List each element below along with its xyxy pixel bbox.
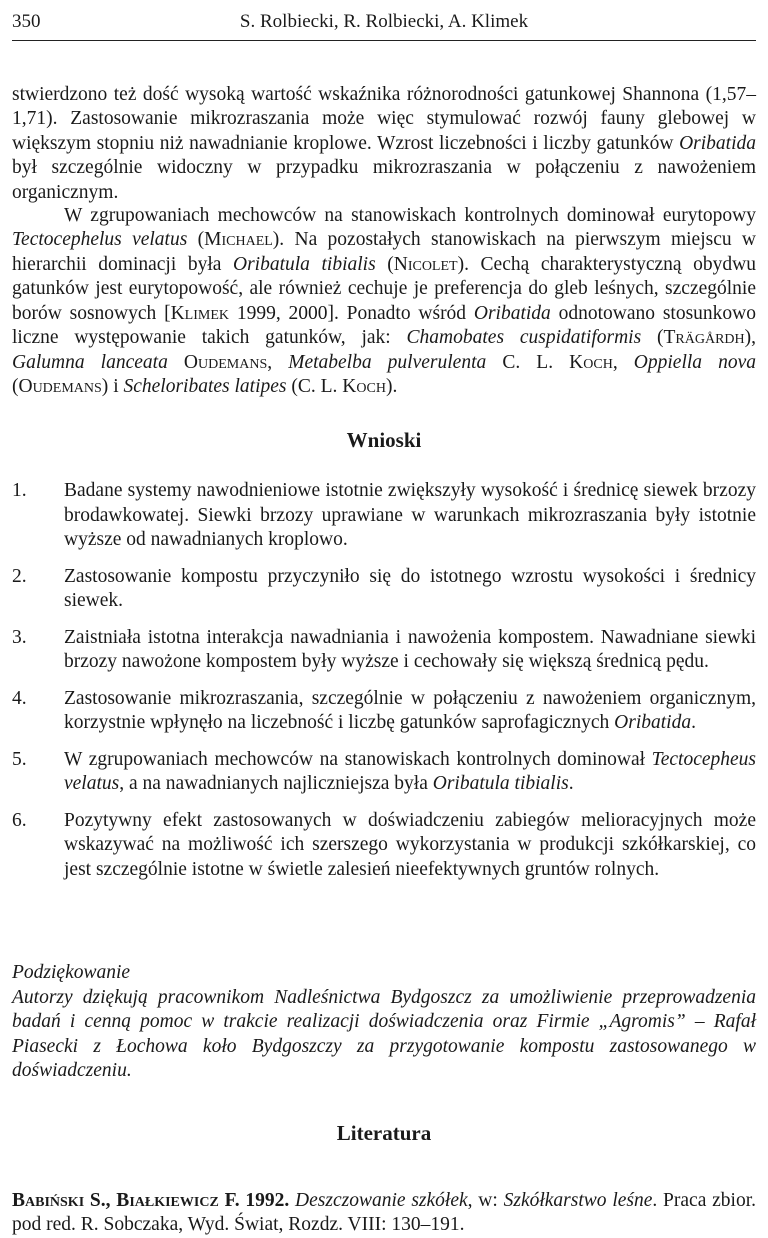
paragraph-text: i	[108, 376, 124, 397]
reference-authors: Babiński S., Białkiewicz F.	[12, 1189, 240, 1211]
item-number: 1.	[12, 480, 27, 501]
paragraph-shannon-index	[12, 83, 756, 206]
species-name: Oppiella nova	[633, 351, 757, 373]
taxon-name: Oribatida	[473, 302, 551, 324]
paragraph-text: W zgrupowaniach mechowców na stanowiskach kontrolnych dominował eurytopowy	[64, 204, 756, 226]
item-text: Zastosowanie kompostu przyczyniło się do istotnego wzrostu wysokości i średnicy siewek.	[64, 565, 756, 611]
paragraph-text: stwierdzono też dość wysoką wartość wskaźnika różnorodności gatunkowej Shannona (1,57–1,71). Zastosowanie mikrozraszania może więc stymulować rozwój fauny glebowej w większym stopniu niż nawadnianie kroplowe. Wzrost liczebności i liczby gatunków	[12, 83, 756, 154]
item-number: 4.	[12, 687, 27, 709]
paragraph-text: . Cechą charakterystyczną obydwu gatunków jest eurytopowość, ale również cechuje je preferencja do gleb leśnych, szczególnie borów sosnowych [	[12, 253, 756, 324]
item-text: .	[691, 712, 696, 733]
item-text: Pozytywny efekt zastosowanych w doświadczeniu zabiegów melioracyjnych może wskazywać na możliwość ich szerszego wykorzystania w produkcji szkółkarskiej, co jest szczególnie istotne w świetle zalesień nieefektywnych gruntów rolnych.	[64, 809, 756, 880]
item-text: , a na nawadnianych najliczniejsza była	[119, 773, 433, 794]
species-author: Oudemans	[183, 351, 268, 373]
paragraph-text: . Na pozostałych stanowiskach na pierwszym miejscu w hierarchii dominacji była	[12, 229, 757, 275]
list-item	[12, 626, 756, 675]
item-number: 2.	[12, 565, 27, 587]
paragraph-text: 1999, 2000]. Ponadto wśród	[229, 302, 474, 324]
reference-title: Deszczowanie szkółek	[295, 1189, 468, 1211]
reference-entry	[12, 1189, 756, 1238]
paragraph-text: .	[392, 376, 398, 397]
list-item	[12, 687, 756, 736]
page-number: 350	[12, 11, 41, 32]
acknowledgement-text: Autorzy dziękują pracownikom Nadleśnictwa Bydgoszcz za umożliwienie przeprowadzenia badań i cenną pomoc w trakcie realizacji doświadczenia oraz Firmie „Agromis” – Rafał Piasecki z Łochowa koło Bydgoszczy za przygotowanie kompostu zastosowanego w doświadczeniu.	[12, 986, 756, 1081]
conclusions-list	[12, 479, 756, 894]
paragraph-text: ,	[751, 327, 757, 348]
paragraph-text: był szczególnie widoczny w przypadku mikrozraszania w połączeniu z nawożeniem organicznym.	[12, 157, 756, 203]
species-author: (C. L. Koch)	[291, 376, 393, 397]
paragraph-text: odnotowano stosunkowo liczne występowanie takich gatunków, jak:	[12, 302, 757, 348]
species-name: Tectocephelus velatus	[12, 229, 188, 250]
acknowledgement-title: Podziękowanie	[12, 962, 131, 983]
item-text: W zgrupowaniach mechowców na stanowiskach kontrolnych dominował	[64, 748, 652, 770]
list-item	[12, 748, 756, 797]
page-header	[12, 10, 756, 41]
species-author: (Nicolet)	[387, 253, 465, 275]
running-head-authors: S. Rolbiecki, R. Rolbiecki, A. Klimek	[239, 11, 529, 32]
item-number: 3.	[12, 626, 27, 648]
item-number: 5.	[12, 748, 27, 770]
species-author: (Michael)	[197, 229, 280, 250]
reference-year: 1992.	[245, 1189, 290, 1211]
citation-author: Klimek	[170, 302, 230, 324]
taxon-name: Oribatida	[679, 132, 756, 154]
reference-source: Szkółkarstwo leśne	[503, 1189, 653, 1211]
species-author: (Trägårdh)	[657, 327, 752, 348]
species-name: Galumna lanceata	[12, 351, 168, 373]
item-text: Zastosowanie mikrozraszania, szczególnie w połączeniu z nawożeniem organicznym, korzystnie wpłynęło na liczebność i liczbę gatunków saprofagicznych	[64, 687, 756, 733]
species-name: Oribatula tibialis	[232, 253, 376, 275]
species-name: Scheloribates latipes	[123, 376, 287, 397]
reference-text: , w:	[467, 1189, 504, 1211]
item-text: .	[568, 773, 574, 794]
section-heading-references: Literatura	[336, 1121, 432, 1145]
species-name: Oribatula tibialis	[432, 773, 569, 794]
section-heading-conclusions: Wnioski	[346, 428, 422, 452]
list-item	[12, 809, 756, 883]
paragraph-mite-communities	[12, 204, 756, 400]
species-name: Metabelba pulverulenta	[288, 351, 487, 373]
item-text: Zaistniała istotna interakcja nawadniania i nawożenia kompostem. Nawadniane siewki brzozy nawożone kompostem były wyższe i cechowały się większą średnicą pędu.	[64, 626, 756, 672]
paragraph-text: ,	[267, 351, 289, 373]
item-number: 6.	[12, 809, 27, 831]
list-item	[12, 565, 756, 614]
species-name: Chamobates cuspidatiformis	[406, 327, 642, 348]
reference-text: . Praca zbior. pod red. R. Sobczaka, Wyd. Świat, Rozdz. VIII: 130–191.	[12, 1189, 757, 1235]
paragraph-text: ,	[612, 351, 634, 373]
species-author: (Oudemans)	[12, 376, 109, 397]
item-text: Badane systemy nawodnieniowe istotnie zwiększyły wysokość i średnicę siewek brzozy brodawkowatej. Siewki brzozy uprawiane w warunkach mikrozraszania były istotnie wyższe od nawadnianych kroplowo.	[64, 480, 756, 550]
acknowledgement-section	[12, 961, 756, 1084]
list-item	[12, 479, 756, 553]
taxon-name: Oribatida	[614, 712, 692, 733]
species-name: Tectocepheus velatus	[64, 748, 756, 794]
species-author: C. L. Koch	[502, 351, 613, 373]
